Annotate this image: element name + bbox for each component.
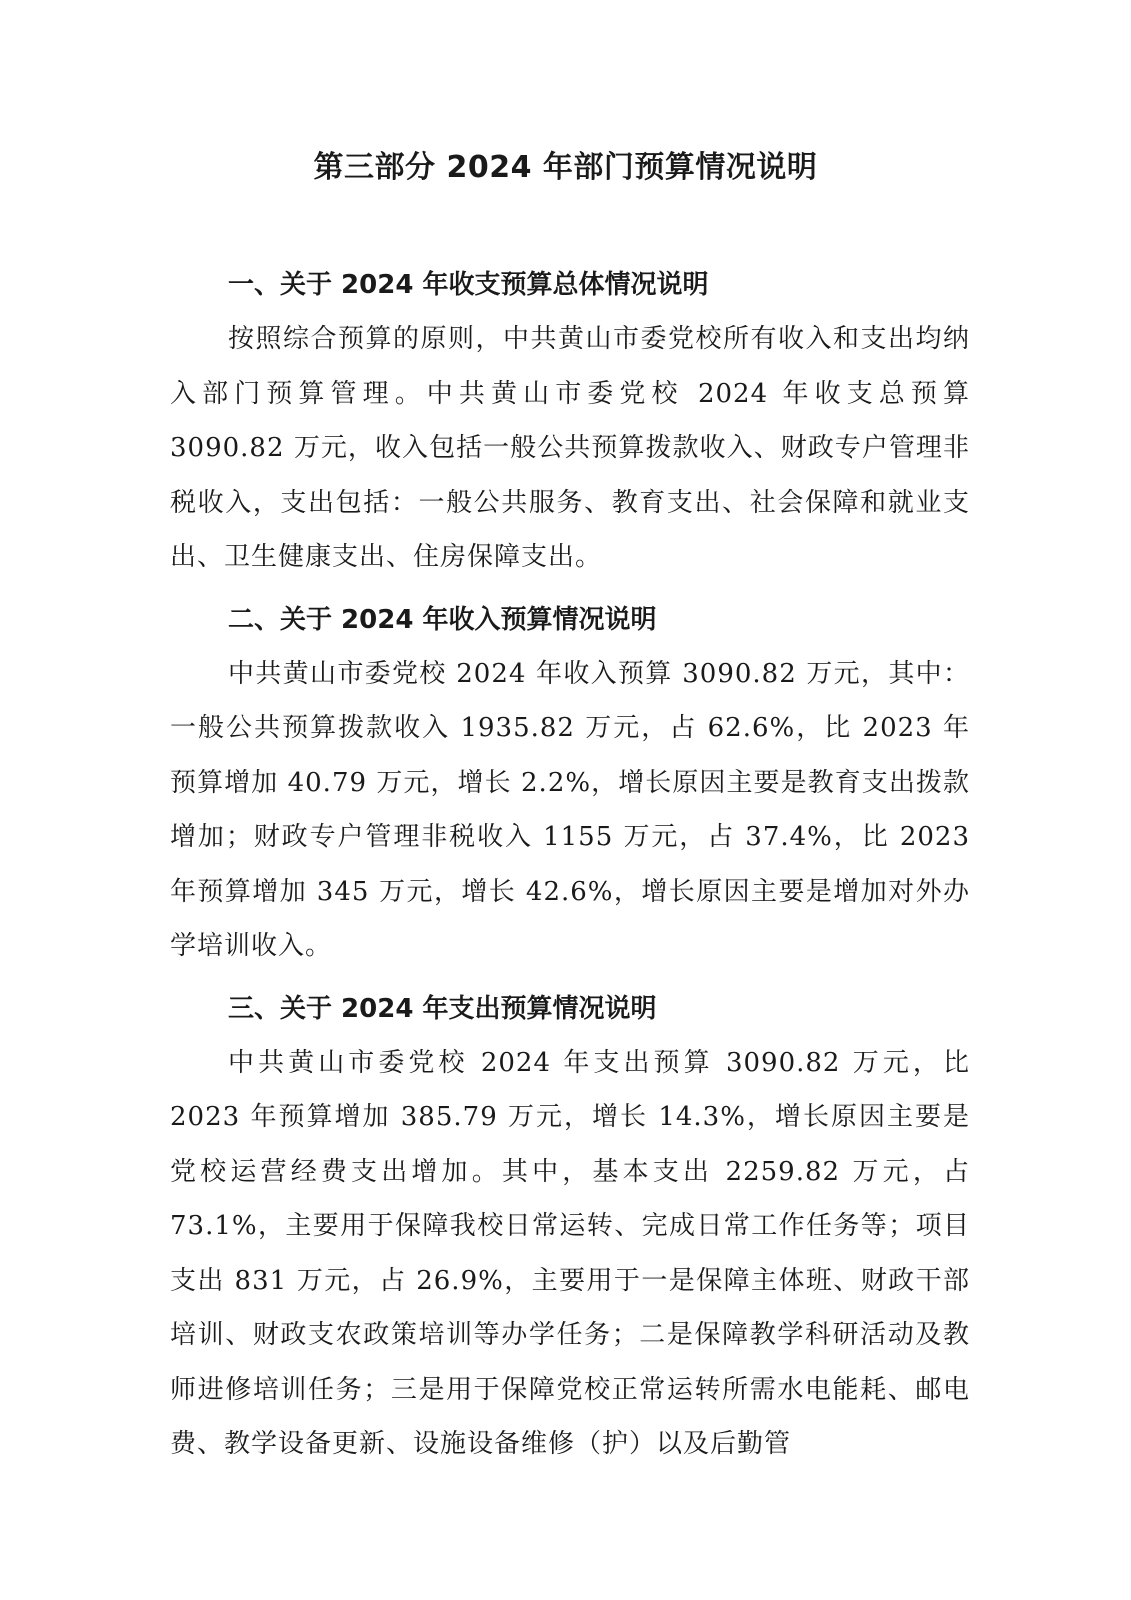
document-body — [170, 258, 970, 1472]
section-paragraph-2: 中共黄山市委党校 2024 年收入预算 3090.82 万元，其中：一般公共预算拨款收入 1935.82 万元，占 62.6%，比 2023 年预算增加 40.79 万元，增长 2.2%，增长原因主要是教育支出拨款增加；财政专户管理非税收入 1155 万元，占 37.4%，比 2023 年预算增加 345 万元，增长 42.6%，增长原因主要是增加对外办学培训收入。 — [170, 658, 970, 961]
section-spacer — [170, 585, 970, 593]
section-heading-2: 二、关于 2024 年收入预算情况说明 — [228, 604, 657, 635]
section-heading-3: 三、关于 2024 年支出预算情况说明 — [228, 993, 657, 1024]
section-paragraph-3: 中共黄山市委党校 2024 年支出预算 3090.82 万元，比 2023 年预算增加 385.79 万元，增长 14.3%，增长原因主要是党校运营经费支出增加。其中，基本支出 2259.82 万元，占 73.1%，主要用于保障我校日常运转、完成日常工作任务等；项目支出 831 万元，占 26.9%，主要用于一是保障主体班、财政干部培训、财政支农政策培训等办学任务；二是保障教学科研活动及教师进修培训任务；三是用于保障党校正常运转所需水电能耗、邮电费、教学设备更新、设施设备维修（护）以及后勤管 — [170, 1047, 970, 1459]
page-title: 第三部分 2024 年部门预算情况说明 — [313, 150, 818, 185]
section-paragraph-1: 按照综合预算的原则，中共黄山市委党校所有收入和支出均纳入部门预算管理。中共黄山市委党校 2024 年收支总预算 3090.82 万元，收入包括一般公共预算拨款收入、财政专户管理非税收入，支出包括：一般公共服务、教育支出、社会保障和就业支出、卫生健康支出、住房保障支出。 — [170, 324, 970, 572]
section-heading-1: 一、关于 2024 年收支预算总体情况说明 — [228, 270, 709, 300]
section-spacer — [170, 974, 970, 982]
